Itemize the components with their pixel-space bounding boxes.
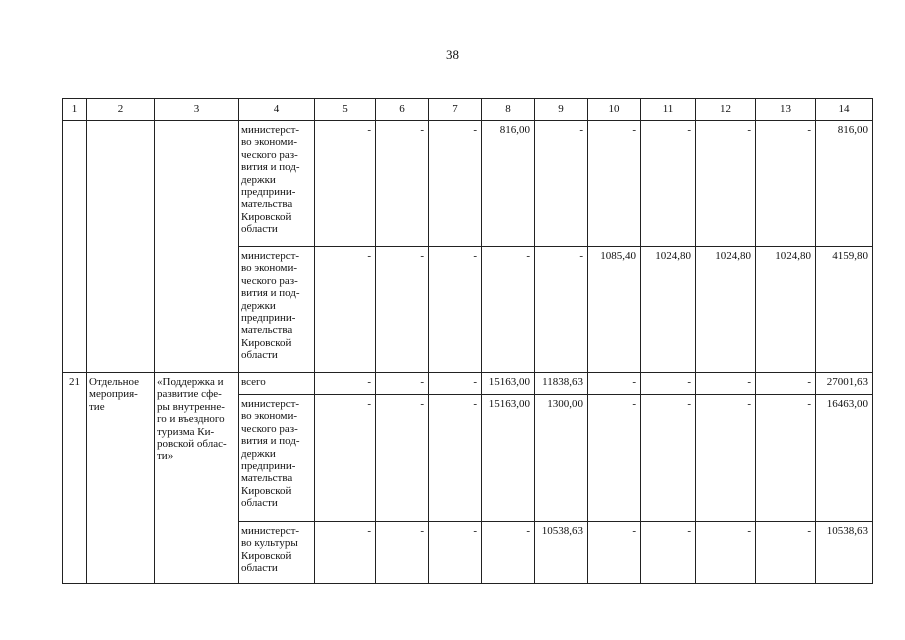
column-header-4: 4 bbox=[239, 99, 315, 121]
measure-type: Отдельное мероприя- тие bbox=[87, 373, 155, 584]
column-header-12: 12 bbox=[696, 99, 756, 121]
value-cell-col-12: - bbox=[696, 395, 756, 522]
type-cell bbox=[87, 121, 155, 373]
value-cell-col-13: - bbox=[756, 522, 816, 584]
header-row bbox=[63, 99, 873, 121]
value-cell-col-9: - bbox=[535, 121, 588, 247]
value-cell-col-6: - bbox=[376, 247, 429, 373]
column-header-3: 3 bbox=[155, 99, 239, 121]
value-cell-col-12: - bbox=[696, 373, 756, 395]
value-cell-col-10: - bbox=[588, 121, 641, 247]
value-cell-col-7: - bbox=[429, 121, 482, 247]
value-cell-col-6: - bbox=[376, 121, 429, 247]
column-header-7: 7 bbox=[429, 99, 482, 121]
title-cell bbox=[155, 121, 239, 373]
column-header-9: 9 bbox=[535, 99, 588, 121]
value-cell-col-11: 1024,80 bbox=[641, 247, 696, 373]
value-cell-col-5: - bbox=[315, 522, 376, 584]
value-cell-col-9: 1300,00 bbox=[535, 395, 588, 522]
value-cell-col-8: - bbox=[482, 522, 535, 584]
value-cell-col-13: - bbox=[756, 395, 816, 522]
value-cell-col-5: - bbox=[315, 373, 376, 395]
recipient-cell: всего bbox=[239, 373, 315, 395]
value-cell-col-12: 1024,80 bbox=[696, 247, 756, 373]
value-cell-col-12: - bbox=[696, 121, 756, 247]
value-cell-col-8: - bbox=[482, 247, 535, 373]
value-cell-col-10: - bbox=[588, 522, 641, 584]
value-cell-col-10: - bbox=[588, 395, 641, 522]
value-cell-col-6: - bbox=[376, 395, 429, 522]
column-header-13: 13 bbox=[756, 99, 816, 121]
value-cell-col-10: 1085,40 bbox=[588, 247, 641, 373]
value-cell-col-9: 11838,63 bbox=[535, 373, 588, 395]
value-cell-col-13: 1024,80 bbox=[756, 247, 816, 373]
recipient-cell: министерст- во экономи- ческого раз- вития и под- держки предприни- мательства Кировской области bbox=[239, 247, 315, 373]
column-header-14: 14 bbox=[816, 99, 873, 121]
value-cell-col-5: - bbox=[315, 247, 376, 373]
value-cell-col-8: 15163,00 bbox=[482, 373, 535, 395]
measure-title: «Поддержка и развитие сфе- ры внутренне- го и въездного туризма Ки- ровской облас- ти» bbox=[155, 373, 239, 584]
column-header-2: 2 bbox=[87, 99, 155, 121]
column-header-11: 11 bbox=[641, 99, 696, 121]
value-cell-col-13: - bbox=[756, 121, 816, 247]
value-cell-col-13: - bbox=[756, 373, 816, 395]
value-cell-col-14: 10538,63 bbox=[816, 522, 873, 584]
value-cell-col-14: 16463,00 bbox=[816, 395, 873, 522]
table-row bbox=[63, 373, 873, 395]
value-cell-col-7: - bbox=[429, 522, 482, 584]
column-header-8: 8 bbox=[482, 99, 535, 121]
value-cell-col-14: 816,00 bbox=[816, 121, 873, 247]
value-cell-col-11: - bbox=[641, 373, 696, 395]
column-header-6: 6 bbox=[376, 99, 429, 121]
value-cell-col-8: 816,00 bbox=[482, 121, 535, 247]
value-cell-col-11: - bbox=[641, 522, 696, 584]
value-cell-col-7: - bbox=[429, 395, 482, 522]
value-cell-col-12: - bbox=[696, 522, 756, 584]
value-cell-col-8: 15163,00 bbox=[482, 395, 535, 522]
value-cell-col-7: - bbox=[429, 247, 482, 373]
budget-table bbox=[62, 98, 873, 584]
value-cell-col-9: - bbox=[535, 247, 588, 373]
value-cell-col-11: - bbox=[641, 395, 696, 522]
recipient-cell: министерст- во экономи- ческого раз- вития и под- держки предприни- мательства Кировской области bbox=[239, 121, 315, 247]
value-cell-col-14: 27001,63 bbox=[816, 373, 873, 395]
page-number: 38 bbox=[446, 47, 459, 62]
recipient-cell: министерст- во экономи- ческого раз- вития и под- держки предприни- мательства Кировской области bbox=[239, 395, 315, 522]
column-header-1: 1 bbox=[63, 99, 87, 121]
value-cell-col-9: 10538,63 bbox=[535, 522, 588, 584]
value-cell-col-11: - bbox=[641, 121, 696, 247]
value-cell-col-6: - bbox=[376, 373, 429, 395]
table-row bbox=[63, 121, 873, 247]
value-cell-col-10: - bbox=[588, 373, 641, 395]
column-header-10: 10 bbox=[588, 99, 641, 121]
value-cell-col-7: - bbox=[429, 373, 482, 395]
column-header-5: 5 bbox=[315, 99, 376, 121]
value-cell-col-5: - bbox=[315, 395, 376, 522]
value-cell-col-14: 4159,80 bbox=[816, 247, 873, 373]
measure-index: 21 bbox=[63, 373, 87, 584]
value-cell-col-6: - bbox=[376, 522, 429, 584]
index-cell bbox=[63, 121, 87, 373]
table-body bbox=[63, 121, 873, 584]
value-cell-col-5: - bbox=[315, 121, 376, 247]
recipient-cell: министерст- во культуры Кировской области bbox=[239, 522, 315, 584]
